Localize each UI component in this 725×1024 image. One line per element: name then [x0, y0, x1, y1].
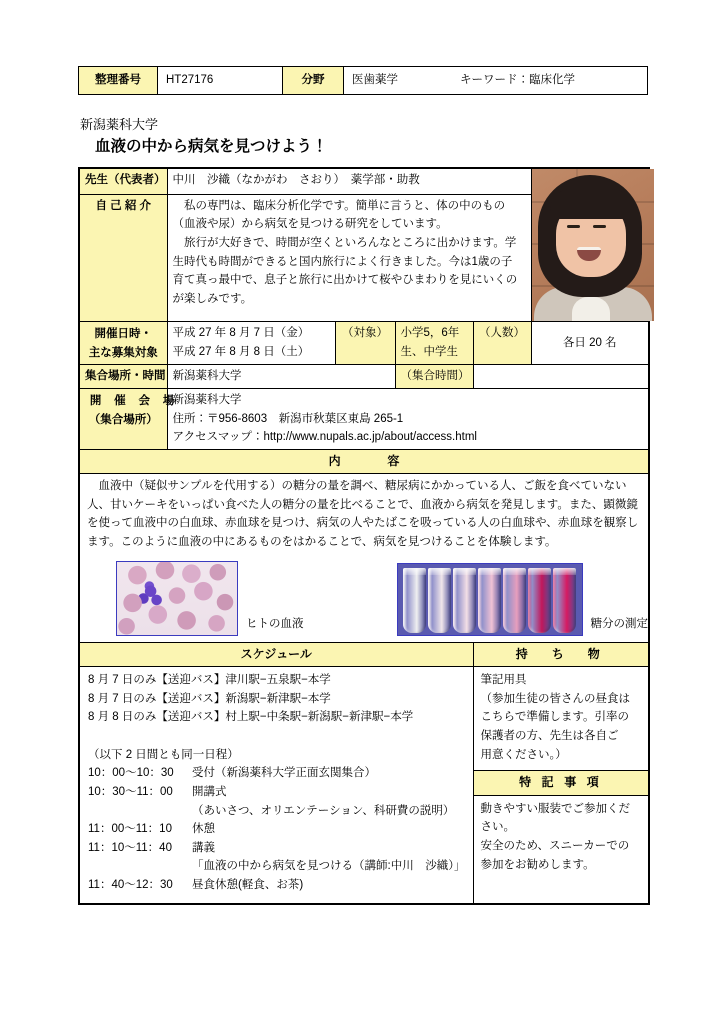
right-column: [473, 667, 649, 904]
schedule-item: [88, 802, 465, 821]
introduction-text: [167, 194, 531, 321]
content-body-row: [79, 474, 649, 556]
belongings-notes-table: [474, 667, 649, 880]
schedule-heading: スケジュール: [79, 642, 473, 666]
date-target-row: [79, 322, 649, 365]
table-row: [79, 67, 648, 95]
notes-heading-row: [474, 771, 649, 795]
program-detail-table: [78, 167, 650, 905]
field-value: 医歯薬学: [352, 74, 398, 87]
belongings-line: こちらで準備します。引率の: [480, 711, 629, 724]
meeting-time-value: [473, 365, 649, 389]
meeting-place-label: 集合場所・時間: [79, 365, 167, 389]
content-heading-row: [79, 449, 649, 473]
reference-number-label: 整理番号: [79, 67, 158, 95]
introduction-paragraph-1: 私の専門は、臨床分析化学です。簡単に言うと、体の中のもの（血液や尿）から病気を見つける研究をしています。: [172, 199, 506, 231]
content-paragraph: 血液中（疑似サンプルを代用する）の糖分の量を調べ、糖尿病にかかっている人、ご飯を食べていない人、甘いケーキをいっぱい食べた人の糖分の量を比べることで、血液から病気を発見します。また、顕微鏡を使って血液中の白血球、赤血球を見つけ、病気の人やたばこを吸っている人の白血球や、赤血球を観察します。このように血液の中にあるものをはかることで、病気を見つけることを体験します。: [87, 480, 639, 549]
notes-heading-text: 特 記 事 項: [519, 775, 603, 790]
count-tag: （人数）: [473, 322, 531, 365]
schedule-item: [88, 839, 465, 858]
venue-label-line1: 開 催 会 場: [89, 394, 180, 407]
date-values: [167, 322, 335, 365]
schedule-item: [88, 876, 465, 895]
belongings-body-row: [474, 667, 649, 771]
avatar: [532, 169, 654, 321]
collar-shape: [572, 297, 610, 321]
tubes-image-group: [381, 563, 649, 636]
introduction-label: 自 己 紹 介: [79, 194, 167, 321]
venue-label-line2: （集合場所）: [88, 413, 158, 426]
schedule-time: 10：00〜10：30: [88, 767, 174, 780]
date-label: [79, 322, 167, 365]
bus-line-3: 8 月 8 日のみ【送迎バス】村上駅−中条駅−新潟駅−新津駅−本学: [88, 711, 414, 724]
date-label-line1: 開催日時・: [94, 328, 152, 340]
schedule-time: 11：00〜11：10: [88, 823, 172, 836]
test-tube-sugar-assay-image: [397, 563, 583, 636]
reference-number-value: HT27176: [158, 67, 283, 95]
content-heading: [79, 449, 649, 473]
notes-line: 動きやすい服装でご参加くだ: [480, 802, 630, 815]
venue-value: [167, 388, 649, 449]
schedule-event: 講義: [192, 841, 215, 854]
target-value: [395, 322, 473, 365]
page-title: 血液の中から病気を見つけよう！: [95, 137, 328, 155]
blood-image-group: [80, 561, 304, 636]
notes-line: 参加をお勧めします。: [480, 858, 595, 871]
content-images-row: [79, 556, 649, 643]
venue-name: 新潟薬科大学: [172, 393, 242, 406]
notes-line: さい。: [480, 821, 515, 834]
eye-left: [567, 225, 580, 228]
belongings-heading-text: 持 ち 物: [515, 646, 606, 661]
content-heading-char-1: 内: [328, 453, 341, 468]
date-line2: 平成 27 年 8 月 8 日（土）: [172, 345, 310, 358]
meeting-place-row: [79, 365, 649, 389]
belongings-line: 用意ください。）: [480, 748, 567, 761]
bus-line-1: 8 月 7 日のみ【送迎バス】津川駅−五泉駅−本学: [88, 674, 331, 687]
schedule-note: （以下 2 日間とも同一日程）: [88, 748, 239, 761]
caption-sugar: 糖分の測定: [590, 618, 648, 631]
bangs-shape: [550, 189, 632, 219]
content-images: [79, 556, 649, 643]
schedule-event: 「血液の中から病気を見つける（講師:中川 沙織）」: [192, 860, 466, 873]
introduction-paragraph-2: 旅行が大好きで、時間が空くといろんなところに出かけます。学生時代も時間ができると国内旅行によく行きました。今は1歳の子育て真っ最中で、息子と旅行に出かけて桜やひまわりを見にいくのが楽しみです。: [172, 237, 518, 305]
schedule-event: 受付（新潟薬科大学正面玄関集合）: [192, 767, 376, 780]
venue-label: [79, 388, 180, 449]
schedule-time: 11：10〜11：40: [88, 841, 172, 854]
test-tube-5: [503, 568, 526, 633]
belongings-line: （参加生徒の皆さんの昼食は: [480, 692, 630, 705]
target-line2: 生、中学生: [400, 345, 458, 358]
notes-body: [474, 795, 649, 880]
caption-blood: ヒトの血液: [246, 618, 304, 631]
belongings-line: 保護者の方、先生は各自ご: [480, 730, 619, 742]
keyword-text: キーワード：臨床化学: [460, 74, 575, 87]
test-tube-1: [403, 568, 426, 633]
schedule-body-row: [79, 667, 649, 904]
schedule-heading-row: [79, 642, 649, 666]
belongings-line: 筆記用具: [480, 674, 527, 687]
schedule-event: 昼食休憩(軽食、お茶): [192, 879, 304, 891]
date-label-line2: 主な募集対象: [88, 346, 158, 359]
venue-row: [79, 388, 649, 449]
test-tube-2: [428, 568, 451, 633]
schedule-item: [88, 820, 465, 839]
content-body: [79, 474, 649, 556]
belongings-heading: [473, 642, 649, 666]
teacher-row: [79, 168, 649, 194]
field-label: 分野: [283, 67, 344, 95]
bus-line-2: 8 月 7 日のみ【送迎バス】新潟駅−新津駅−本学: [88, 692, 331, 705]
schedule-time: 11：40〜12：30: [88, 879, 173, 891]
notes-heading: [474, 771, 649, 795]
date-line1: 平成 27 年 8 月 7 日（金）: [172, 327, 310, 339]
eye-right: [593, 225, 606, 228]
notes-body-row: [474, 795, 649, 880]
test-tube-4: [478, 568, 501, 633]
test-tube-6: [528, 568, 551, 633]
schedule-body: [79, 667, 473, 904]
belongings-body: [474, 667, 649, 771]
test-tube-3: [453, 568, 476, 633]
schedule-item: [88, 764, 465, 783]
teacher-label: 先生（代表者）: [79, 168, 167, 194]
field-value-cell: [344, 67, 648, 95]
schedule-event: （あいさつ、オリエンテーション、科研費の説明）: [192, 804, 455, 817]
test-tube-7: [553, 568, 576, 633]
meeting-time-tag: （集合時間）: [395, 365, 473, 389]
schedule-event: 休憩: [192, 823, 215, 836]
schedule-time: 10：30〜11：00: [88, 785, 173, 798]
target-line1: 小学5，6年: [400, 327, 460, 339]
title-block: [80, 116, 640, 158]
reference-header-table: [78, 66, 648, 95]
count-value: 各日 20 名: [531, 322, 649, 365]
venue-access-map-url[interactable]: アクセスマップ：http://www.nupals.ac.jp/about/access.html: [172, 431, 477, 444]
schedule-event: 開講式: [192, 785, 227, 798]
schedule-spacer: [88, 727, 465, 746]
teacher-value: 中川 沙織（なかがわ さおり） 薬学部・助教: [167, 168, 531, 194]
target-tag: （対象）: [335, 322, 395, 365]
notes-line: 安全のため、スニーカーでの: [480, 839, 630, 852]
venue-address: 住所：〒956-8603 新潟市秋葉区東島 265-1: [172, 412, 404, 425]
schedule-item: [88, 857, 465, 876]
blood-smear-micrograph-image: [116, 561, 238, 636]
university-name: 新潟薬科大学: [80, 117, 159, 132]
content-heading-char-2: 容: [387, 453, 400, 468]
meeting-place-value: 新潟薬科大学: [167, 365, 395, 389]
teacher-photo-cell: [531, 168, 649, 322]
schedule-item: [88, 783, 465, 802]
